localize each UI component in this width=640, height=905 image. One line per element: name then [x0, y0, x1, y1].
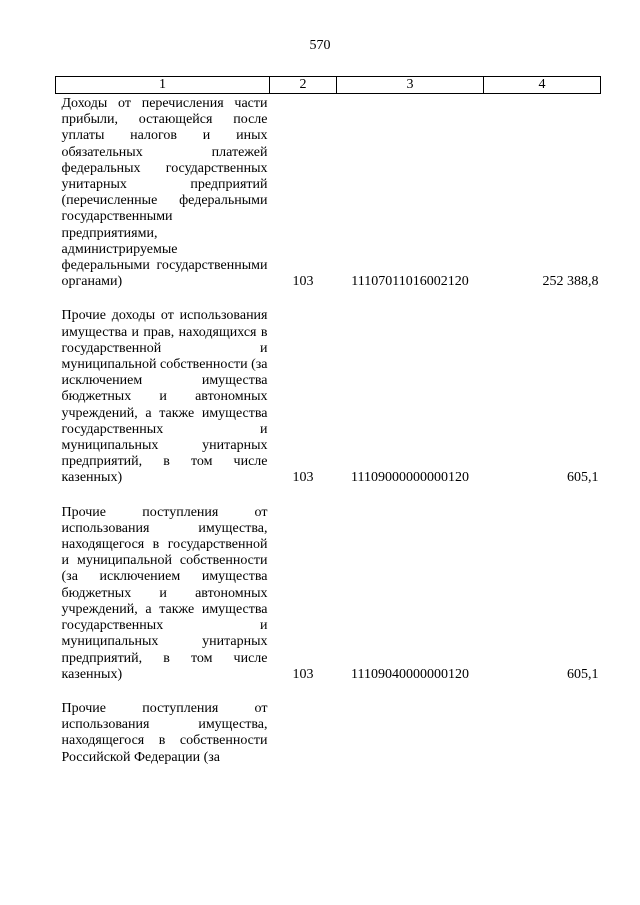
- row-amount: 605,1: [567, 470, 599, 486]
- column-header-1: 1: [56, 77, 270, 94]
- row-admin-code: 103: [292, 470, 314, 486]
- page-number: 570: [309, 38, 331, 53]
- row-budget-code: 11109000000000120: [351, 470, 469, 486]
- revenue-table: [55, 76, 601, 766]
- table-row: [56, 94, 601, 309]
- row-budget-code: 11109040000000120: [351, 666, 469, 682]
- column-header-3: 3: [337, 77, 484, 94]
- table-row: [56, 308, 601, 504]
- row-name: Прочие доходы от использования имущества и прав, находящихся в государственной и муниципальной собственности (за исключением имущества бюджетных и автономных учреждений, а также имущества государственных и муниципальных унитарных предприятий, в том числе казенных): [61, 308, 268, 486]
- row-amount: [484, 701, 601, 766]
- row-budget-code: 11107011016002120: [351, 274, 469, 290]
- column-header-2: 2: [270, 77, 337, 94]
- row-admin-code: [270, 701, 337, 766]
- table-row: [56, 701, 601, 766]
- column-header-4: 4: [484, 77, 601, 94]
- row-name: Прочие поступления от использования имущества, находящегося в государственной и муниципальной собственности (за исключением имущества бюджетных и автономных учреждений, а также имущества государственных и муниципальных унитарных предприятий, в том числе казенных): [61, 504, 268, 682]
- row-admin-code: 103: [292, 666, 314, 682]
- row-admin-code: 103: [292, 274, 314, 290]
- row-name: Прочие поступления от использования имущества, находящегося в собственности Российской Федерации (за: [61, 700, 268, 765]
- row-budget-code: [337, 701, 484, 766]
- table-row: [56, 505, 601, 701]
- row-amount: 252 388,8: [542, 274, 599, 290]
- row-name: Доходы от перечисления части прибыли, остающейся после уплаты налогов и иных обязательных платежей федеральных государственных унитарных предприятий (перечисленные федеральными государственными предприятиями, администрируемые федеральными государственными органами): [61, 96, 268, 290]
- row-amount: 605,1: [567, 666, 599, 682]
- table-header-row: [56, 77, 601, 94]
